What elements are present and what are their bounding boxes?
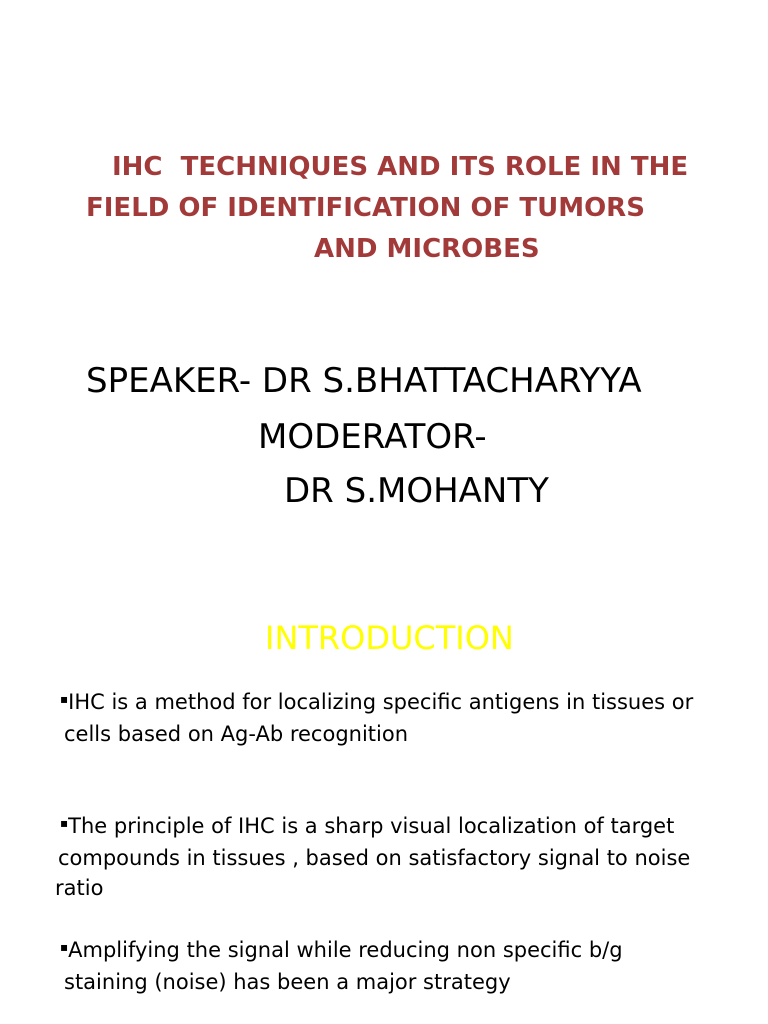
title-line-3: AND MICROBES xyxy=(314,234,540,264)
section-heading: INTRODUCTION xyxy=(265,619,514,657)
moderator-label: MODERATOR- xyxy=(258,417,487,457)
bullet-1-line-2: cells based on Ag-Ab recognition xyxy=(64,722,409,746)
speaker-line: SPEAKER- DR S.BHATTACHARYYA xyxy=(86,361,642,401)
bullet-1-line-1 xyxy=(60,686,693,721)
bullet-2-line-2: compounds in tissues , based on satisfactory signal to noise xyxy=(58,846,691,870)
bullet-square-icon: ▪ xyxy=(60,692,69,706)
bullet-3-line-1 xyxy=(60,934,623,969)
moderator-name: DR S.MOHANTY xyxy=(284,471,549,511)
title-line-2: FIELD OF IDENTIFICATION OF TUMORS xyxy=(86,193,645,223)
bullet-square-icon: ▪ xyxy=(60,816,69,830)
bullet-text: The principle of IHC is a sharp visual localization of target xyxy=(68,814,675,838)
bullet-square-icon: ▪ xyxy=(60,940,69,954)
bullet-text: Amplifying the signal while reducing non specific b/g xyxy=(68,938,623,962)
bullet-2-line-3: ratio xyxy=(55,876,104,900)
bullet-text: IHC is a method for localizing specific antigens in tissues or xyxy=(68,690,694,714)
bullet-3-line-2: staining (noise) has been a major strategy xyxy=(64,970,511,994)
title-line-1: IHC TECHNIQUES AND ITS ROLE IN THE xyxy=(112,152,689,182)
bullet-2-line-1 xyxy=(60,810,674,845)
